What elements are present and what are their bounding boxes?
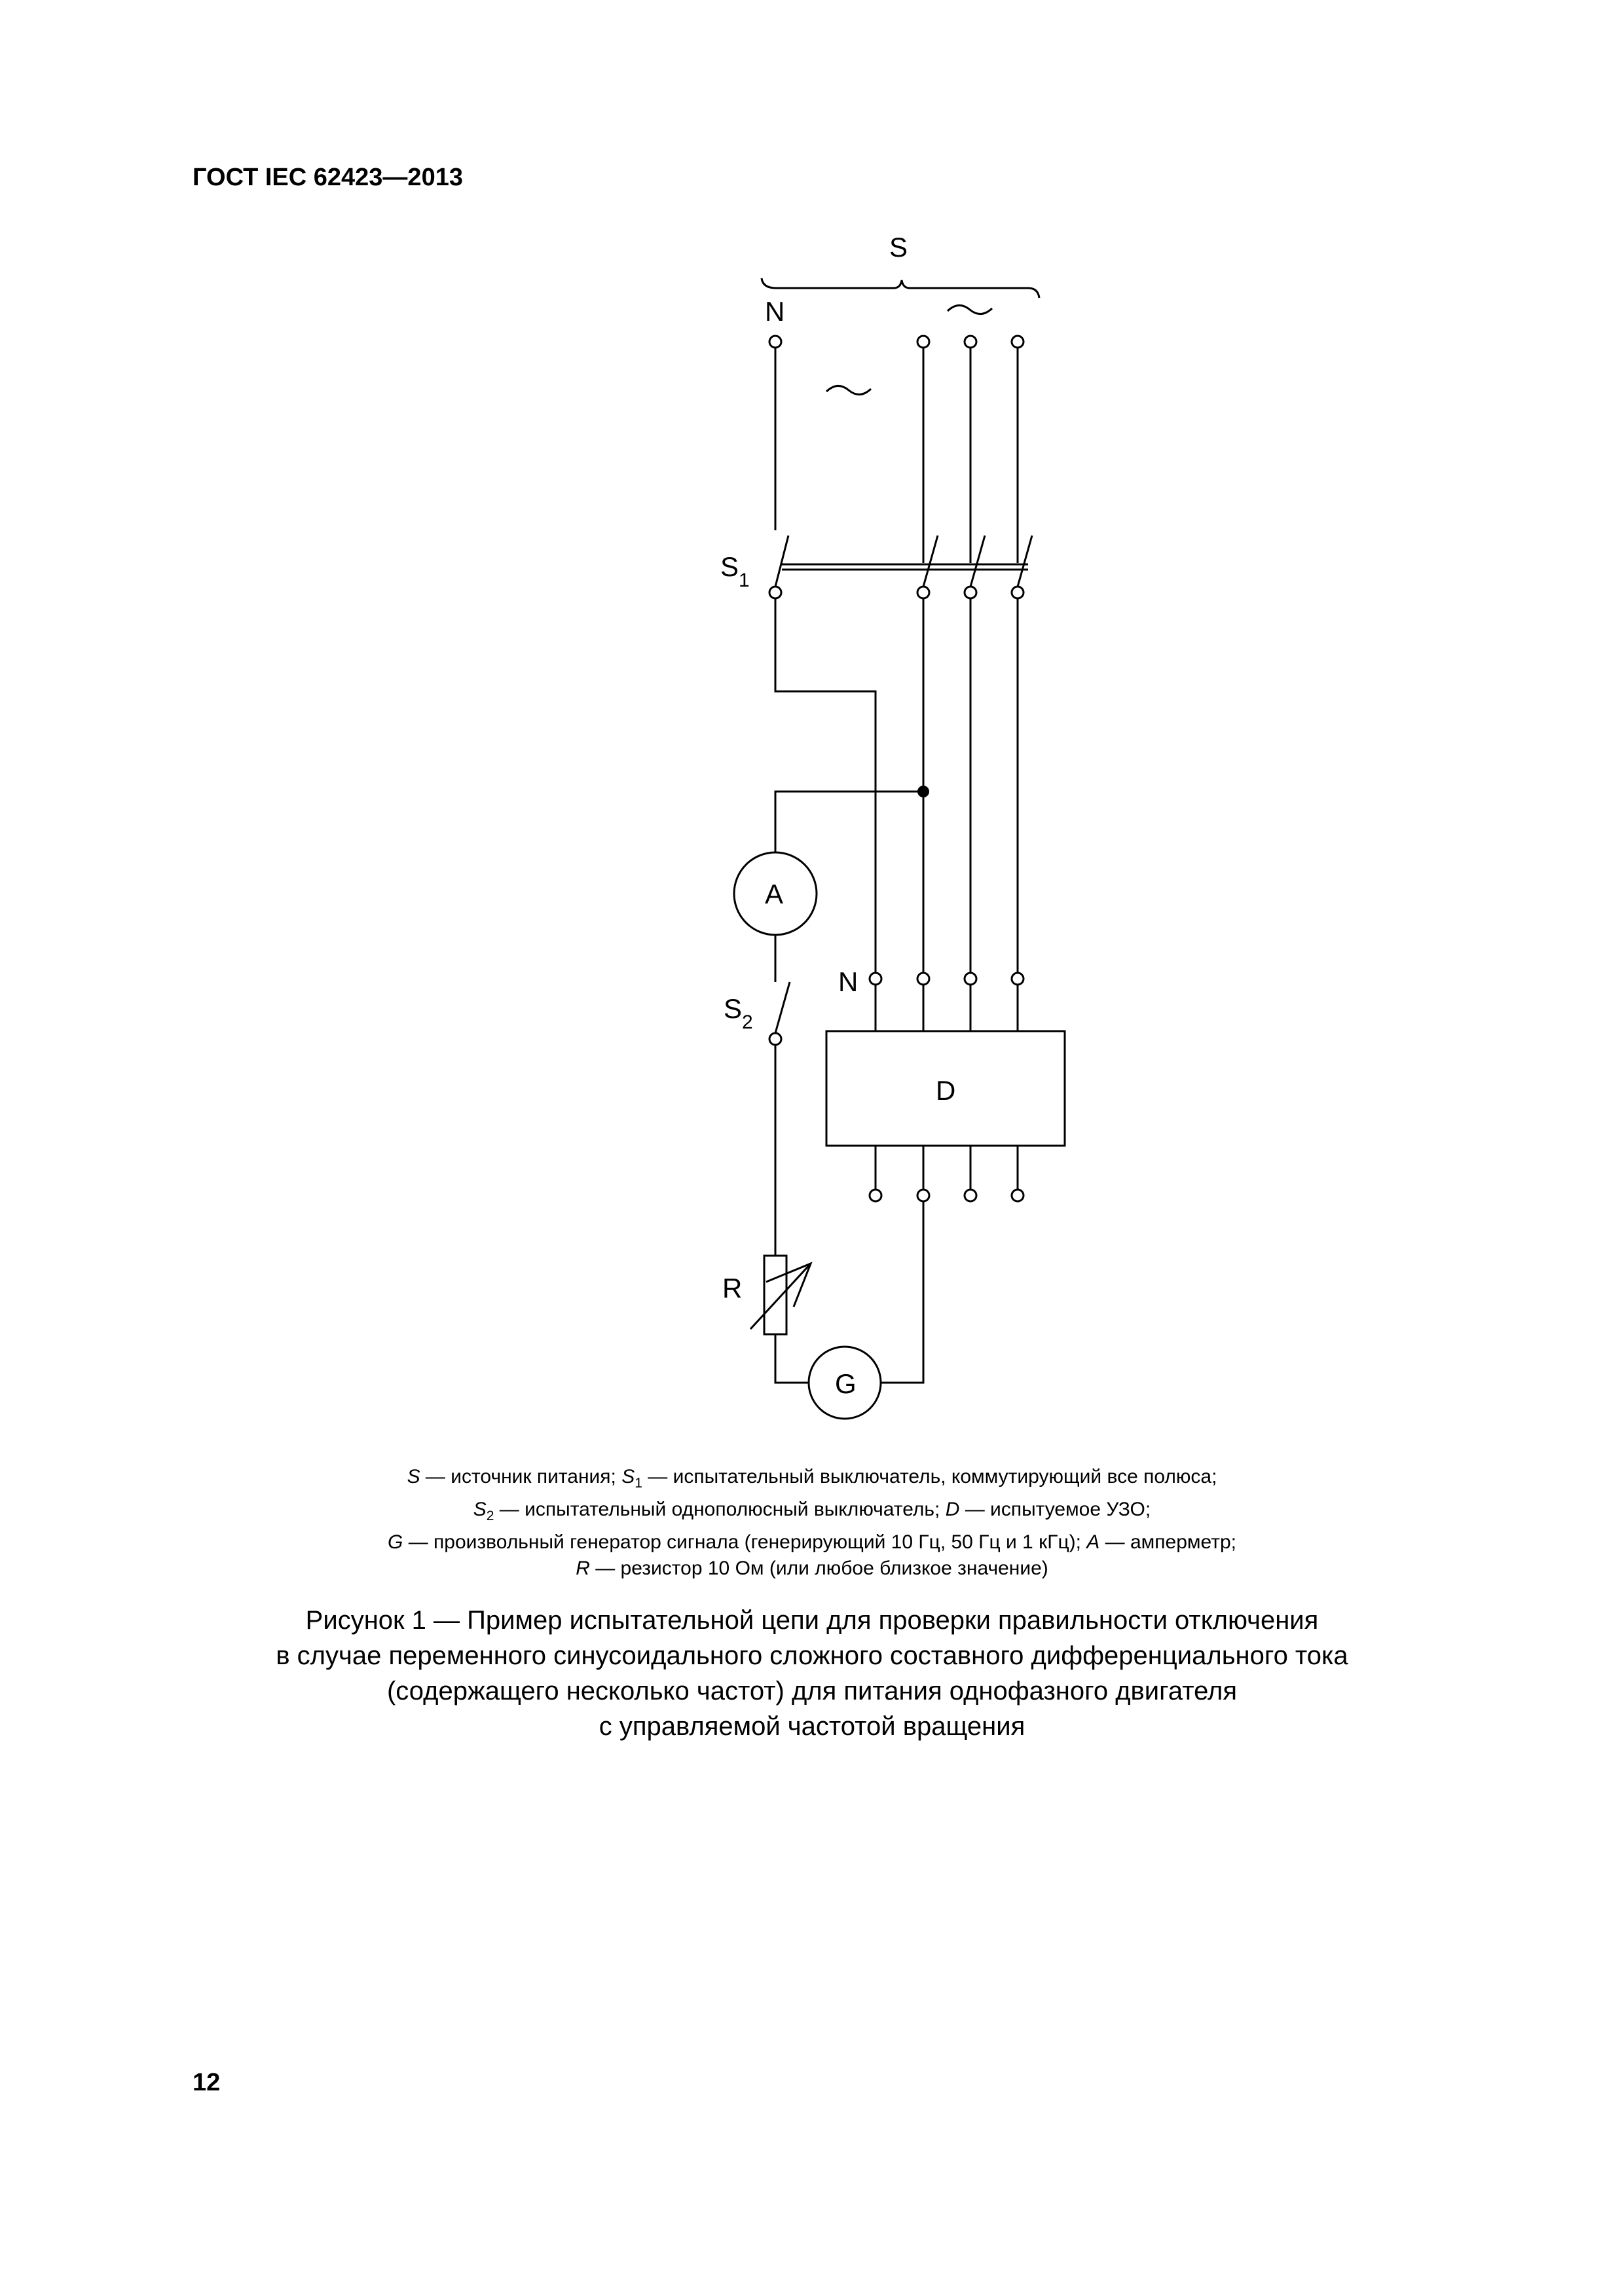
source-label: S xyxy=(889,232,908,263)
switch1-index: 1 xyxy=(739,570,750,591)
ac-symbol-top xyxy=(948,305,992,314)
generator-return-wire xyxy=(881,1201,923,1383)
switch1-label: S xyxy=(720,551,739,582)
variable-resistor xyxy=(764,1256,786,1334)
legend-line-4: R — резистор 10 Ом (или любое близкое значение) xyxy=(576,1558,1048,1579)
terminal-l2-top xyxy=(965,336,976,348)
neutral-wire xyxy=(775,598,876,973)
junction-dot xyxy=(917,786,929,797)
caption-line-4: с управляемой частотой вращения xyxy=(599,1712,1025,1741)
terminal-l3-top xyxy=(1012,336,1024,348)
resistor-adjust-arrow xyxy=(750,1264,811,1329)
source-brace xyxy=(762,278,1039,298)
switch2-label: S xyxy=(724,993,743,1024)
legend-line-3: G — произвольный генератор сигнала (генерирующий 10 Гц, 50 Гц и 1 кГц); A — амперметр; xyxy=(388,1531,1236,1553)
legend-line-2: $S_2$ — испытательный однополюсный выключатель; D — испытуемое УЗО; xyxy=(473,1499,1151,1523)
device-label: D xyxy=(936,1075,956,1106)
terminal-n-top xyxy=(769,336,781,348)
neutral-label-top: N xyxy=(765,296,785,327)
device-terminal-n-in xyxy=(870,973,881,985)
s1-blade-l1 xyxy=(923,536,938,587)
figure-caption xyxy=(196,1603,1428,1744)
resistor-label: R xyxy=(722,1273,743,1303)
page-number: 12 xyxy=(193,2069,221,2096)
s2-blade xyxy=(775,982,790,1033)
ammeter-branch-wire xyxy=(775,792,923,852)
s1-blade-n xyxy=(775,536,788,587)
ac-symbol-left xyxy=(826,386,871,394)
caption-line-2: в случае переменного синусоидального сложного составного дифференциального тока xyxy=(276,1641,1348,1670)
ammeter-label: A xyxy=(765,879,784,909)
legend-line-1: S — источник питания; $S_1$ — испытательный выключатель, коммутирующий все полюса; xyxy=(407,1466,1217,1491)
switch2-index: 2 xyxy=(742,1011,753,1033)
neutral-label-device: N xyxy=(838,966,858,997)
s1-blade-l3 xyxy=(1018,536,1032,587)
s1-blade-l2 xyxy=(970,536,985,587)
generator-label: G xyxy=(835,1368,857,1399)
terminal-l1-top xyxy=(917,336,929,348)
caption-line-3: (содержащего несколько частот) для питания однофазного двигателя xyxy=(386,1677,1238,1705)
caption-line-1: Рисунок 1 — Пример испытательной цепи для проверки правильности отключения xyxy=(305,1606,1319,1635)
document-header: ГОСТ IEC 62423—2013 xyxy=(193,164,463,191)
figure-legend xyxy=(223,1464,1401,1582)
